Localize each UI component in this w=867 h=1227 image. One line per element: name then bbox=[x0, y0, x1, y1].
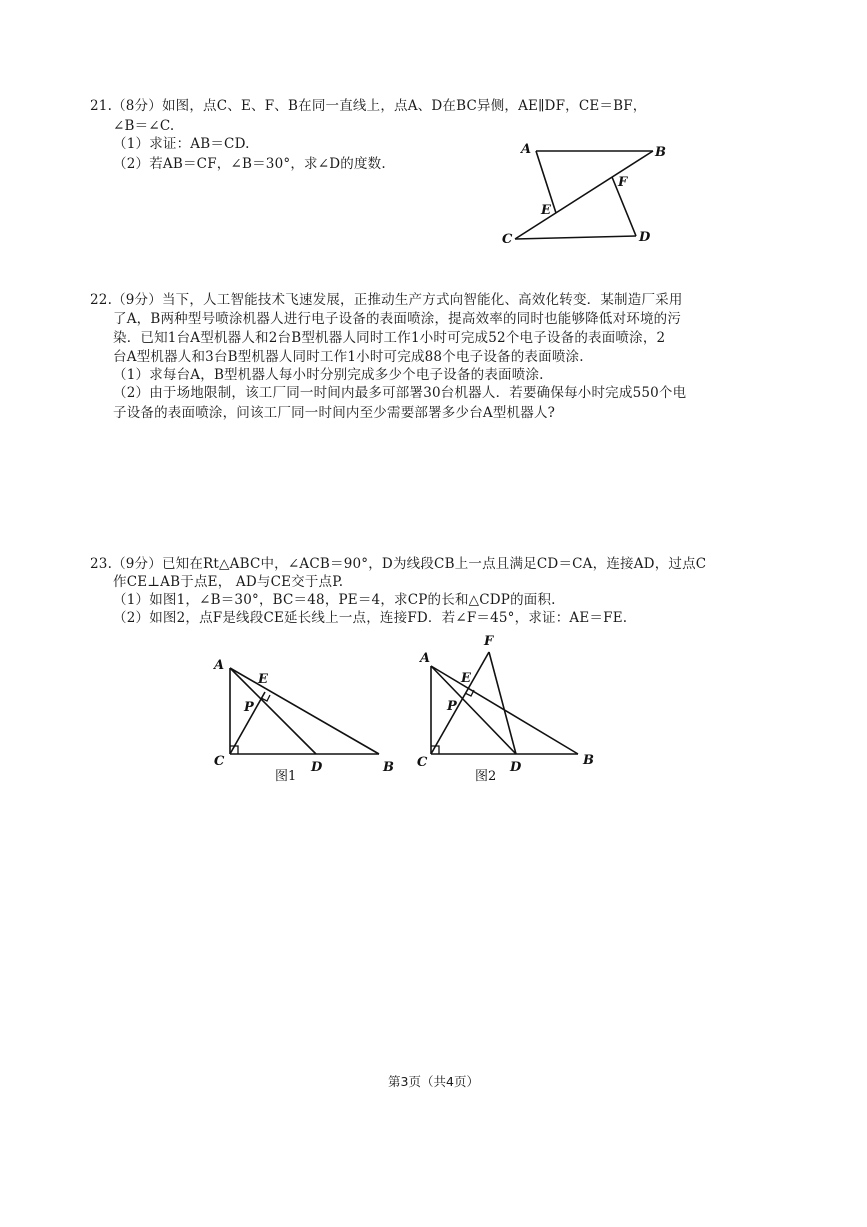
q21-label-e: E bbox=[541, 203, 551, 218]
fig1-label-e: E bbox=[258, 672, 268, 687]
fig1-label-p: P bbox=[244, 700, 254, 715]
q23-line2: 作CE⊥AB于点E， AD与CE交于点P. bbox=[113, 574, 344, 590]
fig2-label-d: D bbox=[510, 760, 522, 775]
q21-label-f: F bbox=[618, 175, 628, 190]
q21-label-b: B bbox=[655, 145, 666, 160]
fig2-label-a: A bbox=[420, 651, 431, 666]
q22-line4: 台A型机器人和3台B型机器人同时工作1小时可完成88个电子设备的表面喷涂. bbox=[113, 349, 584, 365]
fig2-label-e: E bbox=[461, 671, 471, 686]
q21-label-d: D bbox=[639, 230, 651, 245]
q21-line1: 21.（8分）如图，点C、E、F、B在同一直线上，点A、D在BC异侧，AE∥DF，CE＝BF， bbox=[90, 98, 647, 114]
q22-part2-line2: 子设备的表面喷涂，问该工厂同一时间内至少需要部署多少台A型机器人? bbox=[113, 405, 556, 421]
q21-label-c: C bbox=[502, 232, 513, 247]
q22-line2: 了A，B两种型号喷涂机器人进行电子设备的表面喷涂，提高效率的同时也能够降低对环境的污 bbox=[113, 311, 682, 327]
q23-figure-2 bbox=[408, 633, 608, 793]
fig2-label-c: C bbox=[417, 755, 428, 770]
fig2-label-f: F bbox=[484, 634, 494, 649]
fig2-label-p: P bbox=[447, 699, 457, 714]
q23-line1: 23.（9分）已知在Rt△ABC中，∠ACB＝90°，D为线段CB上一点且满足CD＝CA，连接AD，过点C bbox=[90, 556, 707, 572]
fig2-label-b: B bbox=[583, 753, 594, 768]
q21-line2: ∠B＝∠C. bbox=[113, 118, 175, 134]
page-number: 第3页（共4页） bbox=[388, 1074, 479, 1089]
q22-line1: 22.（9分）当下，人工智能技术飞速发展，正推动生产方式向智能化、高效化转变．某制造厂采用 bbox=[90, 292, 683, 308]
fig1-caption: 图1 bbox=[275, 769, 297, 784]
q23-part1: （1）如图1，∠B＝30°，BC＝48，PE＝4，求CP的长和△CDP的面积. bbox=[113, 592, 556, 608]
q23-part2: （2）如图2，点F是线段CE延长线上一点，连接FD．若∠F＝45°，求证：AE＝FE. bbox=[113, 610, 628, 626]
q22-line3: 染．已知1台A型机器人和2台B型机器人同时工作1小时可完成52个电子设备的表面喷涂，2 bbox=[113, 330, 666, 346]
fig2-caption: 图2 bbox=[475, 769, 497, 784]
fig1-label-a: A bbox=[214, 658, 225, 673]
fig1-label-c: C bbox=[214, 754, 225, 769]
q23-figure-1 bbox=[205, 650, 405, 795]
q22-part2-line1: （2）由于场地限制，该工厂同一时间内最多可部署30台机器人．若要确保每小时完成550个电 bbox=[113, 385, 687, 401]
fig1-label-d: D bbox=[311, 760, 323, 775]
q21-label-a: A bbox=[521, 142, 532, 157]
q21-part1: （1）求证：AB＝CD. bbox=[113, 136, 250, 152]
q21-figure bbox=[495, 135, 685, 250]
fig1-label-b: B bbox=[383, 760, 394, 775]
q21-part2: （2）若AB＝CF，∠B＝30°，求∠D的度数. bbox=[113, 156, 386, 172]
q22-part1: （1）求每台A，B型机器人每小时分别完成多少个电子设备的表面喷涂. bbox=[113, 367, 544, 383]
